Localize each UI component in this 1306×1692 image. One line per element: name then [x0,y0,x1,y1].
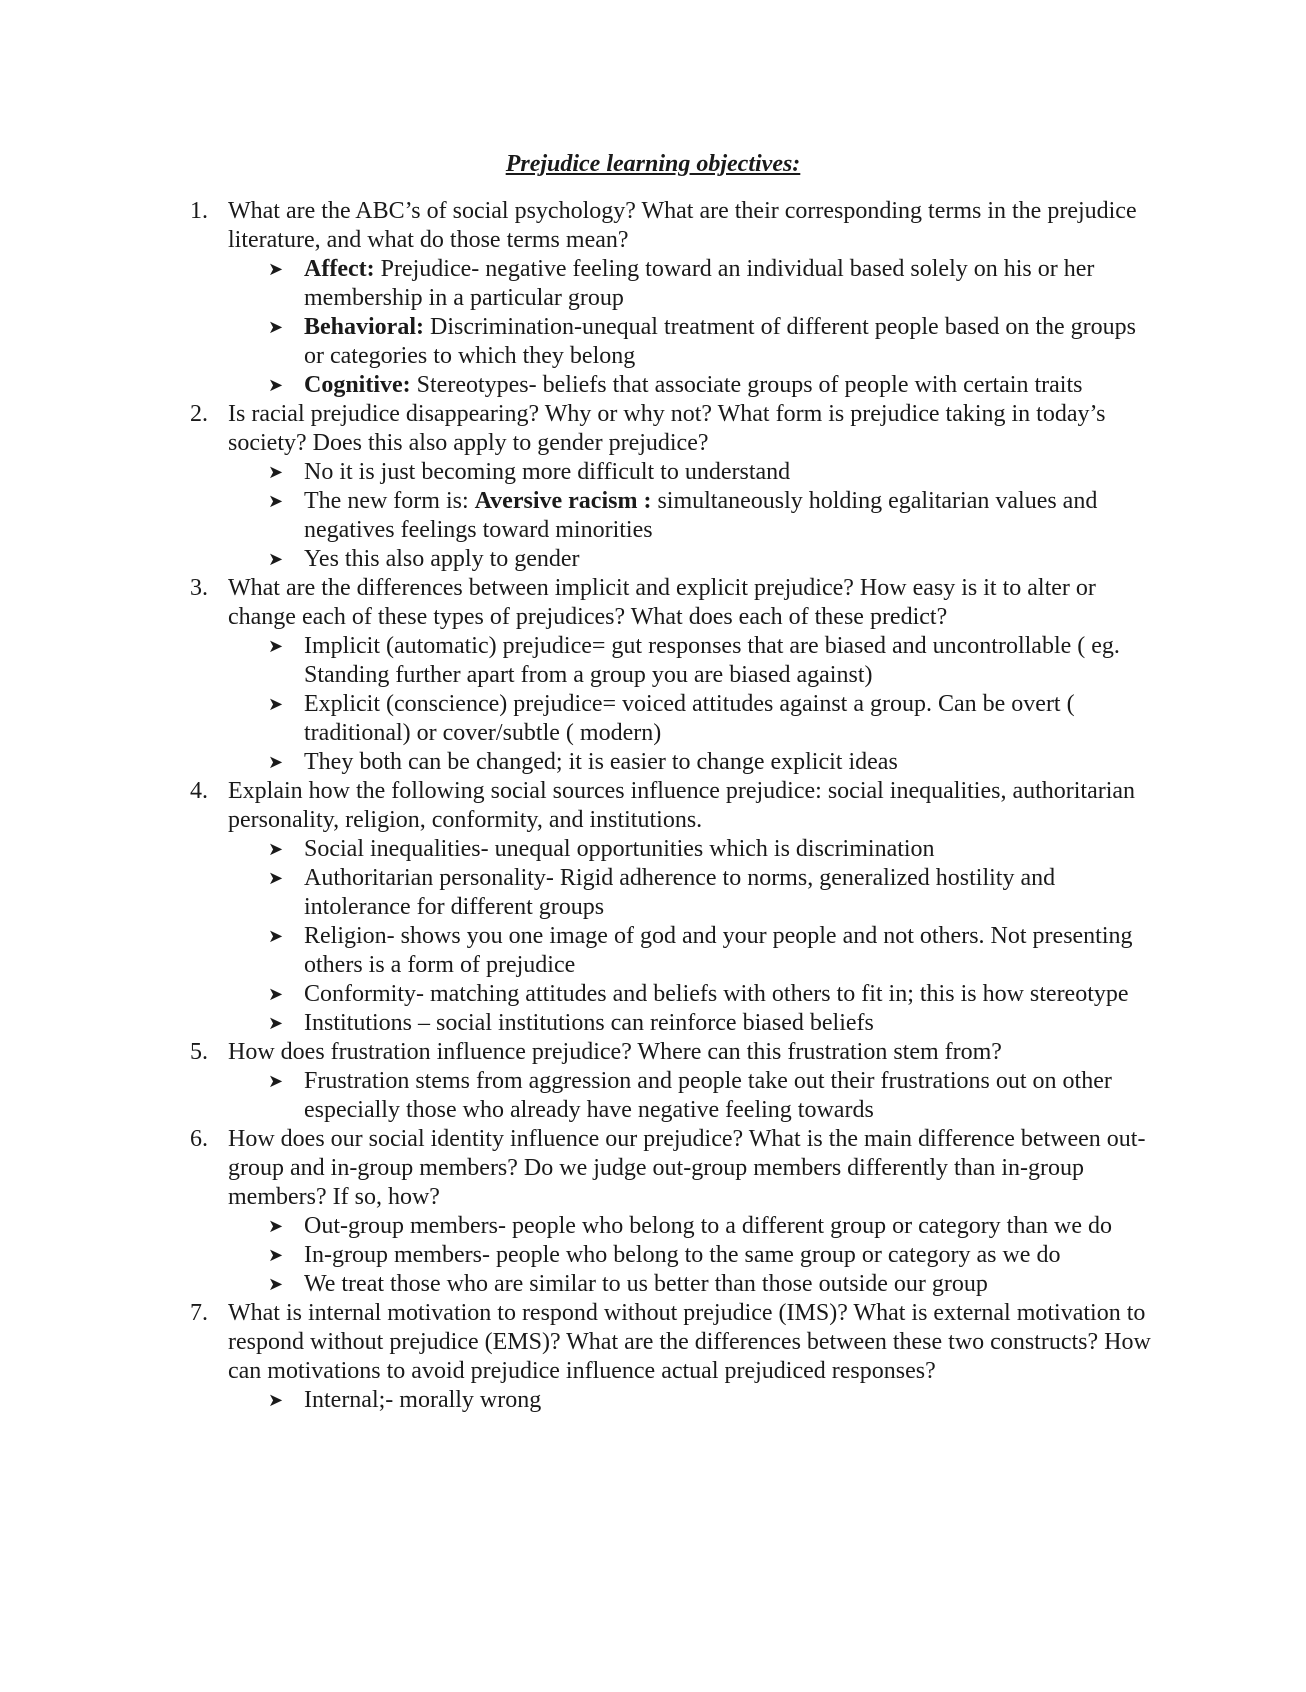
answer-item [268,632,1156,690]
answer-list [228,255,1156,400]
arrow-bullet-icon: ➤ [268,1274,284,1295]
arrow-bullet-icon: ➤ [268,868,284,889]
question-item [190,197,1156,400]
answer-item [268,458,1156,487]
answer-list [228,835,1156,1038]
question-text: What is internal motivation to respond without prejudice (IMS)? What is external motivation to respond without prejudice (EMS)? What are the differences between these two constructs? How can motivations to avoid prejudice influence actual prejudiced responses? [228,1300,1151,1384]
page-title: Prejudice learning objectives: [505,151,801,177]
answer-term: Behavioral: [304,314,424,340]
answer-definition: simultaneously holding egalitarian values and negatives feelings toward minorities [304,488,1098,543]
arrow-bullet-icon: ➤ [268,317,284,338]
answer-item [268,1212,1156,1241]
arrow-bullet-icon: ➤ [268,1245,284,1266]
answer-definition: Stereotypes- beliefs that associate groups of people with certain traits [410,372,1083,398]
question-text: How does frustration influence prejudice? Where can this frustration stem from? [228,1039,1002,1065]
question-list [190,197,1156,1415]
question-item [190,574,1156,777]
answer-list [228,458,1156,574]
answer-text: The new form is: [304,488,475,514]
answer-item [268,922,1156,980]
answer-term: Affect: [304,256,375,282]
answer-item [268,1270,1156,1299]
answer-item [268,1241,1156,1270]
question-text: How does our social identity influence our prejudice? What is the main difference between out-group and in-group members? Do we judge out-group members differently than in-group members? If so, how? [228,1126,1146,1210]
answer-list [228,1067,1156,1125]
answer-definition: Prejudice- negative feeling toward an individual based solely on his or her membership in a particular group [304,256,1095,311]
question-item [190,1299,1156,1415]
question-number: 4. [190,778,208,804]
answer-item [268,748,1156,777]
arrow-bullet-icon: ➤ [268,752,284,773]
question-number: 3. [190,575,208,601]
question-item [190,400,1156,574]
question-item [190,1125,1156,1299]
question-item [190,777,1156,1038]
answer-definition: Discrimination-unequal treatment of different people based on the groups or categories to which they belong [304,314,1137,369]
arrow-bullet-icon: ➤ [268,1071,284,1092]
arrow-bullet-icon: ➤ [268,984,284,1005]
answer-text: Frustration stems from aggression and people take out their frustrations out on other especially those who already have negative feeling towards [304,1068,1112,1123]
answer-text: Out-group members- people who belong to a different group or category than we do [304,1213,1112,1239]
answer-text: In-group members- people who belong to the same group or category as we do [304,1242,1061,1268]
answer-list [228,1386,1156,1415]
question-text: What are the ABC’s of social psychology? What are their corresponding terms in the prejudice literature, and what do those terms mean? [228,198,1137,253]
answer-list [228,1212,1156,1299]
answer-term: Cognitive: [304,372,411,398]
arrow-bullet-icon: ➤ [268,926,284,947]
answer-item [268,1067,1156,1125]
arrow-bullet-icon: ➤ [268,1390,284,1411]
question-text: What are the differences between implicit and explicit prejudice? How easy is it to alter or change each of these types of prejudices? What does each of these predict? [228,575,1096,630]
answer-text: Institutions – social institutions can reinforce biased beliefs [304,1010,874,1036]
question-number: 7. [190,1300,208,1326]
arrow-bullet-icon: ➤ [268,462,284,483]
answer-text: We treat those who are similar to us better than those outside our group [304,1271,988,1297]
arrow-bullet-icon: ➤ [268,1013,284,1034]
answer-item [268,545,1156,574]
arrow-bullet-icon: ➤ [268,259,284,280]
arrow-bullet-icon: ➤ [268,694,284,715]
question-number: 6. [190,1126,208,1152]
answer-item [268,255,1156,313]
answer-text: Explicit (conscience) prejudice= voiced attitudes against a group. Can be overt ( traditional) or cover/subtle ( modern) [304,691,1075,746]
answer-term: Aversive racism : [474,488,652,514]
question-number: 5. [190,1039,208,1065]
answer-text: They both can be changed; it is easier to change explicit ideas [304,749,898,775]
answer-item [268,487,1156,545]
answer-text: Social inequalities- unequal opportunities which is discrimination [304,836,935,862]
arrow-bullet-icon: ➤ [268,375,284,396]
arrow-bullet-icon: ➤ [268,636,284,657]
answer-list [228,632,1156,777]
question-item [190,1038,1156,1125]
question-number: 2. [190,401,208,427]
question-text: Explain how the following social sources influence prejudice: social inequalities, authoritarian personality, religion, conformity, and institutions. [228,778,1136,833]
arrow-bullet-icon: ➤ [268,839,284,860]
answer-item [268,1009,1156,1038]
answer-item [268,371,1156,400]
answer-item [268,835,1156,864]
answer-text: Implicit (automatic) prejudice= gut responses that are biased and uncontrollable ( eg. Standing further apart from a group you are biased against) [304,633,1120,688]
answer-text: No it is just becoming more difficult to understand [304,459,791,485]
answer-item [268,313,1156,371]
answer-item [268,690,1156,748]
arrow-bullet-icon: ➤ [268,549,284,570]
answer-item [268,1386,1156,1415]
arrow-bullet-icon: ➤ [268,1216,284,1237]
answer-text: Yes this also apply to gender [304,546,580,572]
answer-text: Conformity- matching attitudes and beliefs with others to fit in; this is how stereotype [304,981,1129,1007]
answer-item [268,980,1156,1009]
answer-text: Internal;- morally wrong [304,1387,542,1413]
answer-text: Religion- shows you one image of god and your people and not others. Not presenting others is a form of prejudice [304,923,1133,978]
answer-text: Authoritarian personality- Rigid adherence to norms, generalized hostility and intolerance for different groups [304,865,1056,920]
question-text: Is racial prejudice disappearing? Why or why not? What form is prejudice taking in today’s society? Does this also apply to gender prejudice? [228,401,1106,456]
question-number: 1. [190,198,208,224]
answer-item [268,864,1156,922]
arrow-bullet-icon: ➤ [268,491,284,512]
